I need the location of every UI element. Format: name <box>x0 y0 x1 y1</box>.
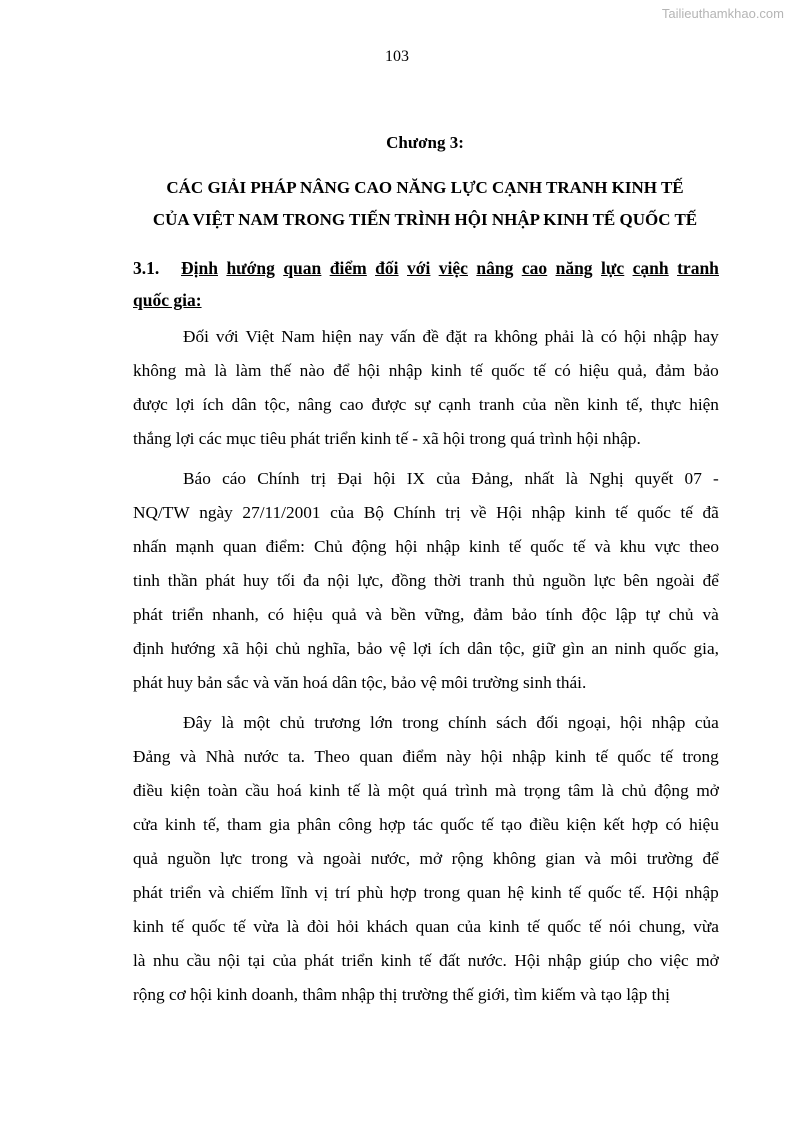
paragraph-line: kinh tế quốc tế vừa là đòi hỏi khách quan của kinh tế quốc tế nói chung, vừa <box>133 917 719 936</box>
chapter-heading-line: CỦA VIỆT NAM TRONG TIẾN TRÌNH HỘI NHẬP KINH TẾ QUỐC TẾ <box>152 210 698 229</box>
section-heading <box>133 252 719 316</box>
section-title: Định hướng quan điểm đối với việc nâng cao năng lực cạnh tranh <box>181 258 719 278</box>
paragraph-line: quả nguồn lực trong và ngoài nước, mở rộng không gian và môi trường để <box>133 849 719 868</box>
paragraph-line: rộng cơ hội kinh doanh, thâm nhập thị trường thế giới, tìm kiếm và tạo lập thị <box>133 985 670 1004</box>
paragraph-line: định hướng xã hội chủ nghĩa, bảo vệ lợi ích dân tộc, giữ gìn an ninh quốc gia, <box>133 639 719 658</box>
paragraph-line: cửa kinh tế, tham gia phân công hợp tác quốc tế tạo điều kiện kết hợp có hiệu <box>133 815 719 834</box>
chapter-label: Chương 3: <box>386 133 464 152</box>
paragraph-line: thắng lợi các mục tiêu phát triển kinh tế - xã hội trong quá trình hội nhập. <box>133 429 641 448</box>
paragraph-line: phát huy bản sắc và văn hoá dân tộc, bảo vệ môi trường sinh thái. <box>133 673 587 692</box>
body-text <box>133 320 719 1018</box>
paragraph-line: không mà là làm thế nào để hội nhập kinh tế quốc tế có hiệu quả, đảm bảo <box>133 361 719 380</box>
paragraph-line: được lợi ích dân tộc, nâng cao được sự cạnh tranh của nền kinh tế, thực hiện <box>133 395 719 414</box>
paragraph <box>133 320 719 456</box>
paragraph-line: phát triển nhanh, có hiệu quả và bền vững, đảm bảo tính độc lập tự chủ và <box>133 605 719 624</box>
paragraph-line: NQ/TW ngày 27/11/2001 của Bộ Chính trị về Hội nhập kinh tế quốc tế đã <box>133 503 719 522</box>
paragraph-line: là nhu cầu nội tại của phát triển kinh tế đất nước. Hội nhập giúp cho việc mở <box>133 951 719 970</box>
paragraph-line: tinh thần phát huy tối đa nội lực, đồng thời tranh thủ nguồn lực bên ngoài để <box>133 571 719 590</box>
chapter-heading-line: CÁC GIẢI PHÁP NÂNG CAO NĂNG LỰC CẠNH TRANH KINH TẾ <box>166 178 684 197</box>
paragraph <box>133 706 719 1012</box>
section-number: 3.1. <box>133 258 160 278</box>
section-title-continued: quốc gia: <box>133 290 202 310</box>
chapter-heading <box>133 172 717 236</box>
page-number: 103 <box>385 48 409 65</box>
paragraph <box>133 462 719 700</box>
paragraph-line: Báo cáo Chính trị Đại hội IX của Đảng, nhất là Nghị quyết 07 - <box>183 469 719 488</box>
paragraph-line: Đây là một chủ trương lớn trong chính sách đối ngoại, hội nhập của <box>183 713 719 732</box>
paragraph-line: Đảng và Nhà nước ta. Theo quan điểm này hội nhập kinh tế quốc tế trong <box>133 747 719 766</box>
watermark: Tailieuthamkhao.com <box>661 6 784 21</box>
paragraph-line: nhấn mạnh quan điểm: Chủ động hội nhập kinh tế quốc tế và khu vực theo <box>133 537 719 556</box>
paragraph-line: điều kiện toàn cầu hoá kinh tế là một quá trình mà trọng tâm là chủ động mở <box>133 781 719 800</box>
paragraph-line: Đối với Việt Nam hiện nay vấn đề đặt ra không phải là có hội nhập hay <box>183 327 719 346</box>
paragraph-line: phát triển và chiếm lĩnh vị trí phù hợp trong quan hệ kinh tế quốc tế. Hội nhập <box>133 883 719 902</box>
